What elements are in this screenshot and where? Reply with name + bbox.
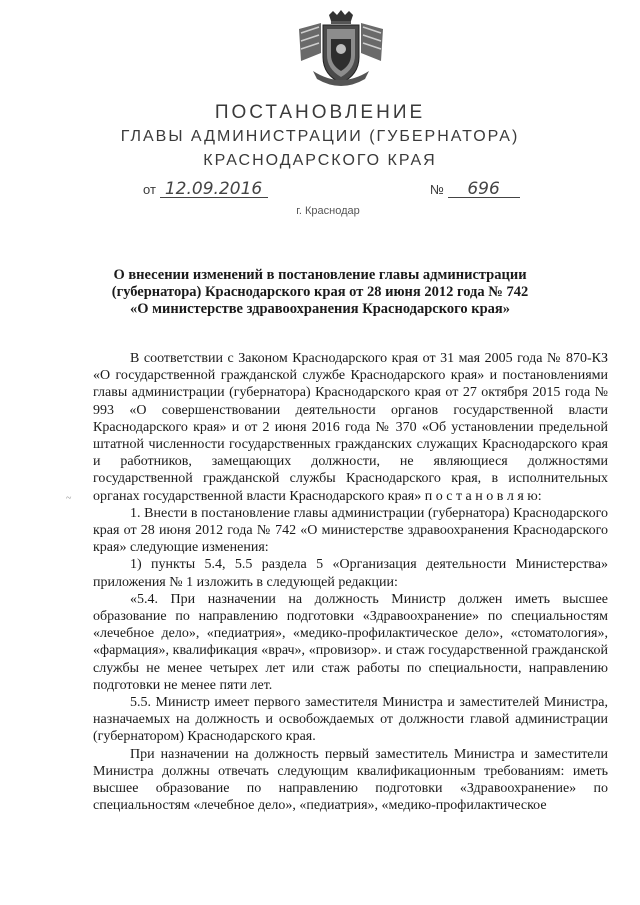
number-prefix: № [430, 182, 444, 197]
city-label: г. Краснодар [296, 205, 360, 217]
issuer-line-1: ГЛАВЫ АДМИНИСТРАЦИИ (ГУБЕРНАТОРА) [120, 128, 520, 145]
date-block [143, 181, 268, 198]
paragraph-preamble: В соответствии с Законом Краснодарского края от 31 мая 2005 года № 870-КЗ «О государственной гражданской службе Краснодарского края» и постановлениями главы администрации (губернатора) Краснодарского края от 27 октября 2015 года № 993 «О совершенствовании деятельности органов государственной власти Краснодарского края» и от 2 июня 2016 года № 370 «Об установлении предельной штатной численности государственных гражданских служащих Краснодарского края и работников, замещающих должности, не являющиеся должностями государственной гражданской службы Краснодарского края, в исполнительных органах государственной власти Краснодарского края» п о с т а н о в л я ю: [93, 351, 608, 504]
number-block [430, 181, 520, 198]
date-prefix: от [143, 182, 156, 197]
paragraph-clause-5-5: 5.5. Министр имеет первого заместителя Министра и заместителей Министра, назначаемых на должность и освобождаемых от должности главой администрации (губернатором) Краснодарского края. [93, 695, 608, 745]
paragraph-deputy-requirements: При назначении на должность первый заместитель Министра и заместители Министра должны отвечать следующим квалификационным требованиям: иметь высшее образование по направлению подготовки «Здравоохранение» по специальностям «лечебное дело», «педиатрия», «медико-профилактическое [93, 746, 608, 814]
coat-of-arms-icon [291, 9, 391, 89]
paragraph-clause-5-4: «5.4. При назначении на должность Министр должен иметь высшее образование по направлению подготовки «Здравоохранение» по специальностям «лечебное дело», «педиатрия», «медико-профилактическое дело», «стоматология», «фармация», квалификация «врач», «провизор». и стаж государственной гражданской службы не менее четырех лет или стаж работы по специальности, направлению подготовки не менее пяти лет. [93, 591, 608, 693]
heading-line-3: «О министерстве здравоохранения Краснодарского края» [129, 301, 511, 317]
document-heading [70, 267, 570, 318]
document-body [93, 350, 608, 814]
heading-line-2: (губернатора) Краснодарского края от 28 июня 2012 года № 742 [111, 284, 529, 300]
heading-line-1: О внесении изменений в постановление главы администрации [113, 267, 527, 283]
document-type-title: ПОСТАНОВЛЕНИЕ [214, 102, 426, 123]
issuer-line-2: КРАСНОДАРСКОГО КРАЯ [203, 152, 437, 169]
number-value: 696 [448, 181, 520, 198]
paragraph-subitem-1: 1) пункты 5.4, 5.5 раздела 5 «Организация деятельности Министерства» приложения № 1 изложить в следующей редакции: [93, 557, 608, 590]
paragraph-item-1: 1. Внести в постановление главы администрации (губернатора) Краснодарского края от 28 июня 2012 года № 742 «О министерстве здравоохранения Краснодарского края» следующие изменения: [93, 505, 608, 556]
date-value: 12.09.2016 [160, 181, 268, 198]
scan-mark: ~ [66, 493, 72, 504]
